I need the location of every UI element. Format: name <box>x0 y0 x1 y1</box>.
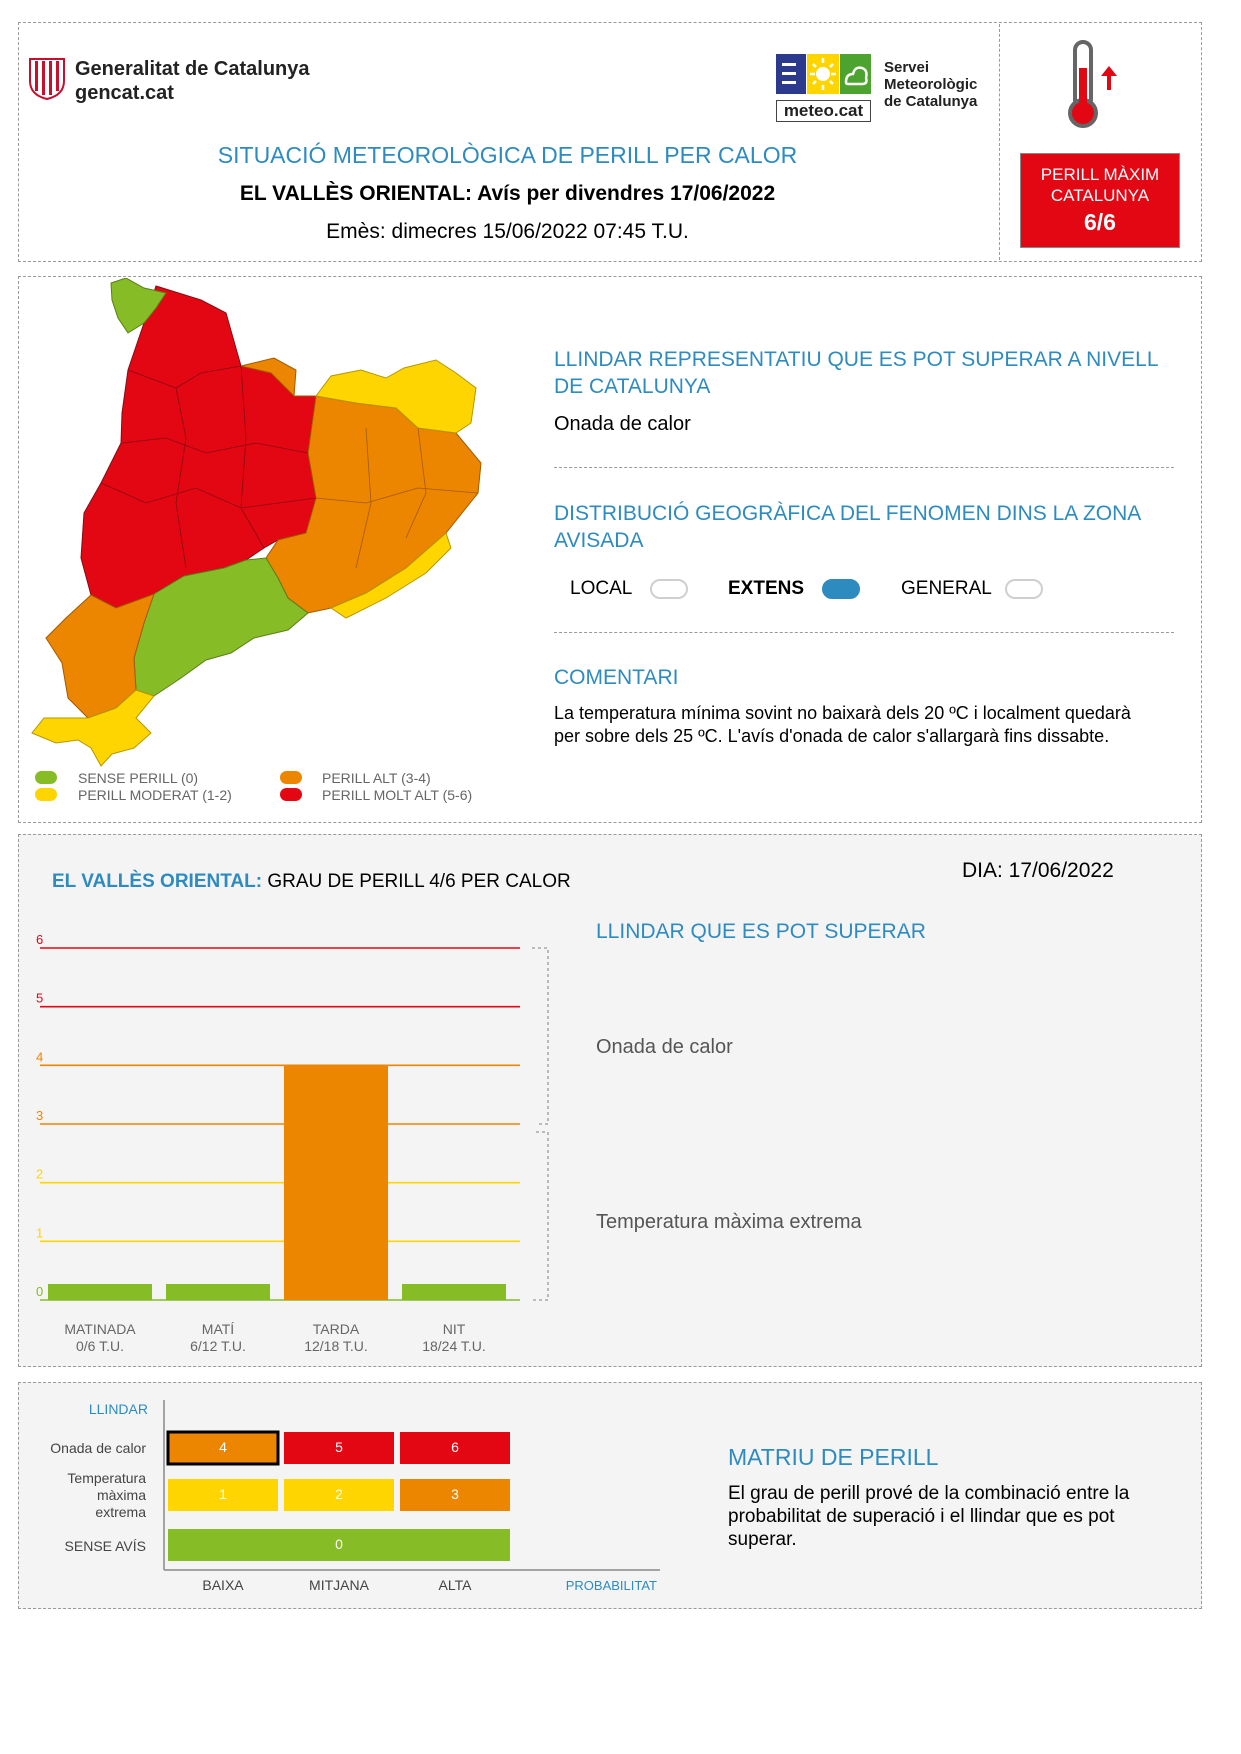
threshold-item: Temperatura màxima extrema <box>596 1211 862 1233</box>
distribution-option-label: LOCAL <box>570 578 633 599</box>
smc-name: Servei Meteorològic de Catalunya <box>884 59 978 110</box>
bar <box>402 1284 506 1300</box>
report-subtitle: EL VALLÈS ORIENTAL: Avís per divendres 17/06/2022 <box>239 182 776 205</box>
danger-bar-chart <box>26 930 566 1360</box>
bar <box>284 1065 388 1300</box>
toggle-general[interactable] <box>1005 579 1043 599</box>
zone-name: EL VALLÈS ORIENTAL: <box>52 871 263 892</box>
matrix-x-title: PROBABILITAT <box>565 1578 657 1592</box>
matrix-description: El grau de perill prové de la combinació entre la probabilitat de superació i el llindar que es pot superar. <box>728 1483 1130 1550</box>
matrix-cell-value: 3 <box>451 1486 459 1502</box>
matrix-cell-value: 4 <box>219 1439 227 1455</box>
y-tick-label: 6 <box>36 932 44 947</box>
meteo-cat-logo <box>776 54 871 120</box>
toggle-local[interactable] <box>650 579 688 599</box>
info-divider <box>554 467 1174 468</box>
x-tick-sublabel: 12/18 T.U. <box>304 1338 368 1354</box>
matrix-row-label: SENSE AVÍS <box>64 1538 146 1554</box>
max-danger-badge <box>1020 153 1180 248</box>
comment-text: La temperatura mínima sovint no baixarà dels 20 ºC i localment quedarà per sobre dels 25 ºC. L'avís d'onada de calor s'allargarà fins dissabte. <box>554 703 1131 746</box>
meteo-logo-icon <box>776 54 871 94</box>
y-tick-label: 4 <box>36 1049 44 1065</box>
threshold-item: Onada de calor <box>596 1036 733 1058</box>
bar <box>166 1284 270 1300</box>
matrix-row-label: Onada de calor <box>50 1440 146 1456</box>
matrix-col-label: BAIXA <box>202 1577 244 1592</box>
y-tick-label: 3 <box>36 1108 44 1123</box>
header-divider <box>999 24 1000 260</box>
chart-day: DIA: 17/06/2022 <box>962 859 1114 882</box>
y-tick-label: 1 <box>36 1225 44 1241</box>
legend-swatch-red <box>280 788 302 801</box>
matrix-cell-value: 2 <box>335 1486 343 1502</box>
matrix-title: MATRIU DE PERILL <box>728 1444 939 1470</box>
toggle-extens[interactable] <box>822 579 860 599</box>
danger-matrix <box>26 1392 676 1592</box>
legend-label: PERILL MOLT ALT (5-6) <box>322 787 473 803</box>
bracket-heatwave <box>532 948 548 1124</box>
info-divider <box>554 632 1174 633</box>
issued-date: Emès: dimecres 15/06/2022 07:45 T.U. <box>326 220 689 243</box>
x-tick-sublabel: 18/24 T.U. <box>422 1338 486 1354</box>
x-tick-label: TARDA <box>312 1321 360 1337</box>
y-tick-label: 5 <box>36 990 44 1006</box>
x-tick-label: MATINADA <box>64 1321 136 1337</box>
matrix-cell-value: 6 <box>451 1439 459 1455</box>
matrix-row-label: Temperatura màxima extrema <box>67 1470 146 1520</box>
gencat-name: Generalitat de Catalunya <box>75 58 310 80</box>
legend-swatch-green <box>35 771 57 784</box>
y-tick-label: 2 <box>36 1166 44 1182</box>
x-tick-sublabel: 6/12 T.U. <box>190 1338 246 1354</box>
gencat-url[interactable]: gencat.cat <box>75 82 174 104</box>
legend-swatch-yellow <box>35 788 57 801</box>
bar <box>48 1284 152 1300</box>
matrix-col-label: ALTA <box>438 1577 472 1592</box>
y-tick-label: 0 <box>36 1284 44 1299</box>
legend-label: SENSE PERILL (0) <box>78 770 199 786</box>
max-danger-value: 6/6 <box>1084 209 1116 235</box>
matrix-cell-value: 1 <box>219 1486 227 1502</box>
matrix-cell-value: 0 <box>335 1536 343 1552</box>
distribution-option-label: EXTENS <box>728 578 805 599</box>
x-tick-label: MATÍ <box>201 1321 235 1337</box>
grade-text: GRAU DE PERILL 4/6 PER CALOR <box>267 871 571 892</box>
x-tick-label: NIT <box>442 1321 466 1337</box>
threshold-value: Onada de calor <box>554 413 691 435</box>
thermometer-icon <box>1063 38 1123 130</box>
distribution-heading: DISTRIBUCIÓ GEOGRÀFICA DEL FENOMEN DINS LA ZONA AVISADA <box>554 502 1141 552</box>
gencat-logo-icon <box>27 55 67 100</box>
matrix-col-label: MITJANA <box>309 1577 369 1592</box>
bracket-extreme-temp <box>532 1132 548 1300</box>
meteo-logo-text: meteo.cat <box>776 100 871 122</box>
zone-grade-heading <box>52 871 571 893</box>
matrix-cell-value: 5 <box>335 1439 343 1455</box>
x-tick-sublabel: 0/6 T.U. <box>76 1338 124 1354</box>
legend-swatch-orange <box>280 771 302 784</box>
catalonia-danger-map <box>26 278 506 768</box>
legend-label: PERILL ALT (3-4) <box>322 770 431 786</box>
chart-threshold-heading: LLINDAR QUE ES POT SUPERAR <box>596 920 926 943</box>
max-danger-label: PERILL MÀXIM CATALUNYA <box>1040 165 1160 205</box>
distribution-option-label: GENERAL <box>901 578 992 599</box>
legend-label: PERILL MODERAT (1-2) <box>78 787 232 803</box>
comment-heading: COMENTARI <box>554 666 679 689</box>
report-title: SITUACIÓ METEOROLÒGICA DE PERILL PER CALOR <box>217 142 798 168</box>
threshold-heading: LLINDAR REPRESENTATIU QUE ES POT SUPERAR A NIVELL DE CATALUNYA <box>554 348 1158 398</box>
matrix-y-title: LLINDAR <box>88 1401 148 1417</box>
